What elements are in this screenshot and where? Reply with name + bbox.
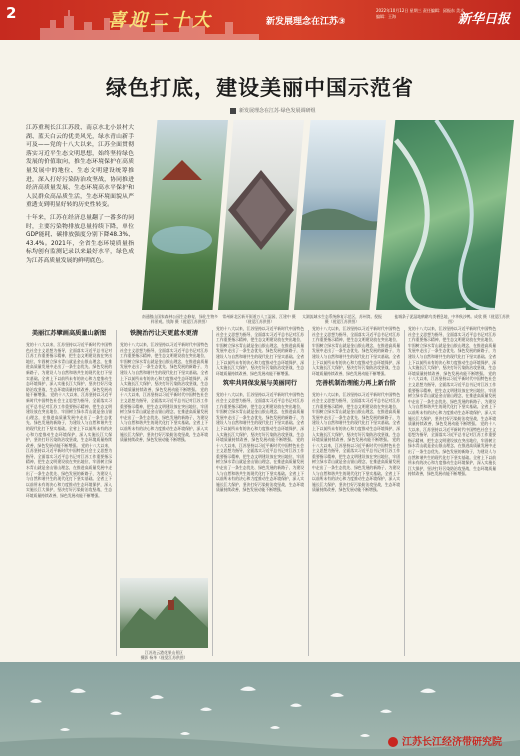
photo-caption: 江苏连云港花果山景区 (145, 650, 183, 655)
body-column-3 (216, 326, 304, 660)
lead-paragraph: 江苏重现长江江苏段、南京水北小景村大湖、蓝天白云的优美风光，绿水青山新手可及——党的十八大以来，江苏全面贯彻落实习近平生态文明思想，始终坚持绿色发展的价值取向，推生态环境保护在高质量发展中的地位、生态文明建设统筹推进，深入打好污染防治攻坚战，协同推进经济高质量发展、生态环境高水平保护和人民群众高品质生活，生态环境面貌从严重透支到明显好转的历史性转变。 (26, 125, 134, 209)
body-text: 党的十八大以来，江苏坚持以习近平新时代中国特色社会主义思想为指导，全面落实习近平总书记对江苏工作重要指示精神，把生态文明建设放在突出地位，牢固树立绿水青山就是金山银山理念，在推进高质量发展中走出了一条生态优先、绿色发展的新路子，为建设人与自然和谐共生的现代化打下坚实基础。全省上下以前所未有的决心和力度推动生态环境保护，深入实施长江大保护，坚决打好污染防治攻坚战，生态环境质量持续改善，绿色发展动能不断增强。 (312, 326, 400, 376)
page-number: 2 (6, 4, 17, 22)
body-column-4 (312, 326, 400, 660)
column-divider (308, 330, 309, 656)
photo-caption: 太湖流域水生态系统修复示范区，苏州湾。倪振 摄（视觉江苏供图） (302, 314, 382, 324)
section-heading: 筑牢共同保发展与美丽同行 (222, 380, 298, 388)
newspaper-logo: 新华日报 (457, 12, 510, 27)
body-text: 党的十八大以来，江苏坚持以习近平新时代中国特色社会主义思想为指导，全面落实习近平总书记对江苏工作重要指示精神，把生态文明建设放在突出地位，牢固树立绿水青山就是金山银山理念，在推进高质量发展中走出了一条生态优先、绿色发展的新路子，为建设人与自然和谐共生的现代化打下坚实基础。全省上下以前所未有的决心和力度推动生态环境保护，深入实施长江大保护，坚决打好污染防治攻坚战，生态环境质量持续改善，绿色发展动能不断增强。 (26, 342, 112, 398)
lead-text (26, 124, 134, 270)
campaign-title: 喜迎二十大 (108, 10, 213, 31)
photo-caption: 摄影 杨华（视觉江苏供图） (140, 655, 188, 660)
column-divider (116, 330, 117, 656)
photo-wetland-pavilion (218, 120, 304, 310)
body-text: 党的十八大以来，江苏坚持以习近平新时代中国特色社会主义思想为指导，全面落实习近平总书记对江苏工作重要指示精神，把生态文明建设放在突出地位，牢固树立绿水青山就是金山银山理念，在推进高质量发展中走出了一条生态优先、绿色发展的新路子，为建设人与自然和谐共生的现代化打下坚实基础。全省上下以前所未有的决心和力度推动生态环境保护，深入实施长江大保护，坚决打好污染防治攻坚战，生态环境质量持续改善，绿色发展动能不断增强。 (312, 437, 400, 493)
body-text: 党的十八大以来，江苏坚持以习近平新时代中国特色社会主义思想为指导，全面落实习近平总书记对江苏工作重要指示精神，把生态文明建设放在突出地位，牢固树立绿水青山就是金山银山理念，在推进高质量发展中走出了一条生态优先、绿色发展的新路子，为建设人与自然和谐共生的现代化打下坚实基础。全省上下以前所未有的决心和力度推动生态环境保护，深入实施长江大保护，坚决打好污染防治攻坚战，生态环境质量持续改善，绿色发展动能不断增强。 (312, 392, 400, 443)
body-text: 党的十八大以来，江苏坚持以习近平新时代中国特色社会主义思想为指导，全面落实习近平总书记对江苏工作重要指示精神，把生态文明建设放在突出地位，牢固树立绿水青山就是金山银山理念，在推进高质量发展中走出了一条生态优先、绿色发展的新路子，为建设人与自然和谐共生的现代化打下坚实基础。全省上下以前所未有的决心和力度推动生态环境保护，深入实施长江大保护，坚决打好污染防治攻坚战，生态环境质量持续改善，绿色发展动能不断增强。 (26, 442, 112, 499)
body-text: 党的十八大以来，江苏坚持以习近平新时代中国特色社会主义思想为指导，全面落实习近平总书记对江苏工作重要指示精神，把生态文明建设放在突出地位，牢固树立绿水青山就是金山银山理念，在推进高质量发展中走出了一条生态优先、绿色发展的新路子，为建设人与自然和谐共生的现代化打下坚实基础。全省上下以前所未有的决心和力度推动生态环境保护，深入实施长江大保护，坚决打好污染防治攻坚战，生态环境质量持续改善，绿色发展动能不断增强。 (216, 437, 304, 493)
body-column-1 (26, 326, 112, 660)
masthead-banner (0, 0, 520, 40)
body-text: 党的十八大以来，江苏坚持以习近平新时代中国特色社会主义思想为指导，全面落实习近平总书记对江苏工作重要指示精神，把生态文明建设放在突出地位，牢固树立绿水青山就是金山银山理念，在推进高质量发展中走出了一条生态优先、绿色发展的新路子，为建设人与自然和谐共生的现代化打下坚实基础。全省上下以前所未有的决心和力度推动生态环境保护，深入实施长江大保护，坚决打好污染防治攻坚战，生态环境质量持续改善，绿色发展动能不断增强。 (216, 392, 304, 443)
series-subtitle: 新发展理念在江苏③ (266, 17, 346, 27)
institute-logo-icon (388, 737, 398, 747)
photo-strip (142, 120, 514, 328)
photo-caption: 南通狼山国家森林公园生态修复，绿化生物多样景观。钱海 摄（视觉江苏供图） (142, 314, 218, 324)
section-heading: 铁腕治污让天更蓝水更清 (129, 330, 199, 337)
footer-egret-photo (0, 662, 520, 756)
watermark-text: 江苏长江经济带研究院 (402, 737, 502, 748)
lead-paragraph: 十年来，江苏在经济总量翻了一番多的同时，主要污染物排放总量持续下降，单位GDP能耗、碳排放强度分别下降48.3%、43.4%。2021年，全省生态环境质量指标均创有监测记录以来最好水平，绿色成为江苏高质量发展的鲜明底色。 (26, 214, 134, 264)
body-column-5 (408, 326, 496, 660)
body-text: 党的十八大以来，江苏坚持以习近平新时代中国特色社会主义思想为指导，全面落实习近平总书记对江苏工作重要指示精神，把生态文明建设放在突出地位，牢固树立绿水青山就是金山银山理念，在推进高质量发展中走出了一条生态优先、绿色发展的新路子，为建设人与自然和谐共生的现代化打下坚实基础。全省上下以前所未有的决心和力度推动生态环境保护，深入实施长江大保护，坚决打好污染防治攻坚战，生态环境质量持续改善，绿色发展动能不断增强。 (120, 386, 208, 443)
body-text: 党的十八大以来，江苏坚持以习近平新时代中国特色社会主义思想为指导，全面落实习近平总书记对江苏工作重要指示精神，把生态文明建设放在突出地位，牢固树立绿水青山就是金山银山理念，在推进高质量发展中走出了一条生态优先、绿色发展的新路子，为建设人与自然和谐共生的现代化打下坚实基础。全省上下以前所未有的决心和力度推动生态环境保护，深入实施长江大保护，坚决打好污染防治攻坚战，生态环境质量持续改善，绿色发展动能不断增强。 (408, 370, 496, 427)
photo-forest-park (142, 120, 228, 310)
column-divider (212, 330, 213, 656)
column-divider (404, 330, 405, 656)
article-headline: 绿色打底，建设美丽中国示范省 (106, 76, 414, 100)
body-text: 党的十八大以来，江苏坚持以习近平新时代中国特色社会主义思想为指导，全面落实习近平总书记对江苏工作重要指示精神，把生态文明建设放在突出地位，牢固树立绿水青山就是金山银山理念，在推进高质量发展中走出了一条生态优先、绿色发展的新路子，为建设人与自然和谐共生的现代化打下坚实基础。全省上下以前所未有的决心和力度推动生态环境保护，深入实施长江大保护，坚决打好污染防治攻坚战，生态环境质量持续改善，绿色发展动能不断增强。 (408, 326, 496, 376)
section-heading: 美丽江苏擘画高质量山新图 (31, 330, 107, 337)
section-heading: 完善机制治理能力再上新台阶 (315, 380, 397, 388)
photo-mountain-scenic (120, 578, 208, 648)
body-text: 党的十八大以来，江苏坚持以习近平新时代中国特色社会主义思想为指导，全面落实习近平总书记对江苏工作重要指示精神，把生态文明建设放在突出地位，牢固树立绿水青山就是金山银山理念，在推进高质量发展中走出了一条生态优先、绿色发展的新路子，为建设人与自然和谐共生的现代化打下坚实基础。全省上下以前所未有的决心和力度推动生态环境保护，深入实施长江大保护，坚决打好污染防治攻坚战，生态环境质量持续改善，绿色发展动能不断增强。 (26, 392, 112, 448)
photo-taihu-lake (294, 120, 386, 310)
body-column-2 (120, 326, 208, 576)
photo-salt-marsh (376, 120, 514, 310)
body-text: 党的十八大以来，江苏坚持以习近平新时代中国特色社会主义思想为指导，全面落实习近平总书记对江苏工作重要指示精神，把生态文明建设放在突出地位，牢固树立绿水青山就是金山银山理念，在推进高质量发展中走出了一条生态优先、绿色发展的新路子，为建设人与自然和谐共生的现代化打下坚实基础。全省上下以前所未有的决心和力度推动生态环境保护，深入实施长江大保护，坚决打好污染防治攻坚战，生态环境质量持续改善，绿色发展动能不断增强。 (408, 421, 496, 477)
photo-caption: 常州新北区新开街道万人工湿园，江建中 摄（视觉江苏供图） (222, 314, 296, 324)
watermark-logo (388, 733, 502, 748)
issue-meta: 2022年10月12日 星期三 责任编辑：邱振东 美术编辑：王海 (376, 8, 465, 19)
body-text: 党的十八大以来，江苏坚持以习近平新时代中国特色社会主义思想为指导，全面落实习近平总书记对江苏工作重要指示精神，把生态文明建设放在突出地位，牢固树立绿水青山就是金山银山理念，在推进高质量发展中走出了一条生态优先、绿色发展的新路子，为建设人与自然和谐共生的现代化打下坚实基础。全省上下以前所未有的决心和力度推动生态环境保护，深入实施长江大保护，坚决打好污染防治攻坚战，生态环境质量持续改善，绿色发展动能不断增强。 (216, 326, 304, 376)
body-text: 党的十八大以来，江苏坚持以习近平新时代中国特色社会主义思想为指导，全面落实习近平总书记对江苏工作重要指示精神，把生态文明建设放在突出地位，牢固树立绿水青山就是金山银山理念，在推进高质量发展中走出了一条生态优先、绿色发展的新路子，为建设人与自然和谐共生的现代化打下坚实基础。全省上下以前所未有的决心和力度推动生态环境保护，深入实施长江大保护，坚决打好污染防治攻坚战，生态环境质量持续改善，绿色发展动能不断增强。 (120, 342, 208, 392)
article-byline: 新发展理念在江苏·绿色发展调研组 (230, 107, 316, 114)
photo-caption: 盐城条子泥湿地鹤鹬鸟类栖息地，中华秋沙鸭。成欣 摄（视觉江苏供图） (394, 314, 510, 324)
